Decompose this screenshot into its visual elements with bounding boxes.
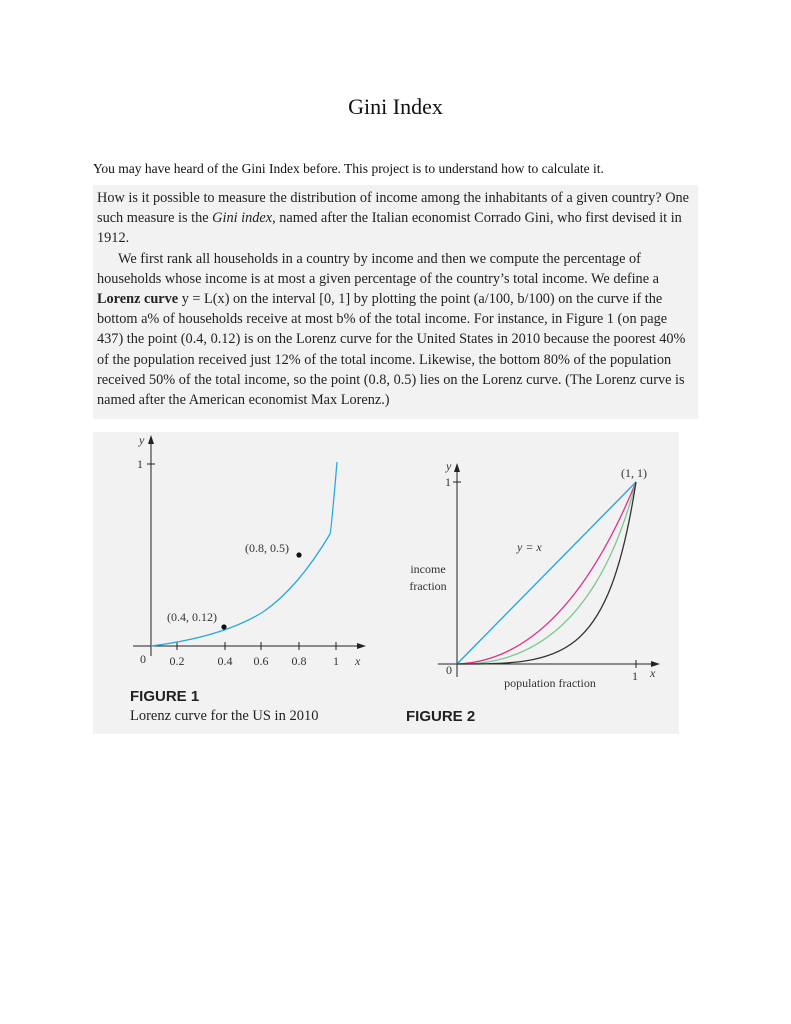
figure-1-caption: Lorenz curve for the US in 2010 bbox=[130, 708, 319, 724]
point-label-0-4-0-12: (0.4, 0.12) bbox=[167, 610, 217, 624]
fig2-x-axis-label: x bbox=[650, 666, 656, 680]
lorenz-curve-term: Lorenz curve bbox=[97, 291, 179, 308]
page-title: Gini Index bbox=[348, 94, 443, 119]
fig1-x-tick-label: 0.2 bbox=[169, 654, 185, 668]
fig2-xlabel: population fraction bbox=[504, 676, 596, 690]
fig1-y-axis-label: y bbox=[139, 433, 145, 447]
equality-line-label: y = x bbox=[517, 540, 542, 554]
fig2-x-tick-1: 1 bbox=[632, 669, 638, 683]
gini-index-term: Gini index bbox=[212, 210, 273, 227]
equality-line bbox=[457, 482, 636, 664]
endpoint-label: (1, 1) bbox=[621, 466, 647, 480]
fig1-x-tick-label: 1 bbox=[333, 654, 339, 668]
fig1-x-tick-label: 0.4 bbox=[217, 654, 233, 668]
figure-2-label: FIGURE 2 bbox=[406, 708, 476, 725]
fig2-ylabel-fraction: fraction bbox=[409, 579, 447, 593]
excerpt-paragraph-1: How is it possible to measure the distribution of income among the inhabitants of a given country? One such measure is the Gini index, named after the Italian economist Corrado Gini, who first devised it in 1912. bbox=[97, 190, 690, 247]
fig1-x-tick-label: 0.8 bbox=[291, 654, 307, 668]
fig1-x-axis-label: x bbox=[355, 654, 361, 668]
figure-1-label: FIGURE 1 bbox=[130, 688, 200, 705]
fig2-ylabel-income: income bbox=[410, 562, 446, 576]
figures-panel bbox=[93, 432, 679, 734]
figure-1 bbox=[130, 433, 366, 724]
textbook-excerpt bbox=[93, 185, 698, 419]
excerpt-paragraph-2: We first rank all households in a country by income and then we compute the percentage of households whose income is at most a given percentage of the country’s total income. We define a Lorenz curve y = L(x) on the interval [0, 1] by plotting the point (a/100, b/100) on the curve if the bottom a% of households receive at most b% of the total income. For instance, in Figure 1 (on page 437) the point (0.4, 0.12) is on the Lorenz curve for the United States in 2010 because the poorest 40% of the population received just 12% of the total income. Likewise, the bottom 80% of the population received 50% of the total income, so the point (0.8, 0.5) lies on the Lorenz curve. (The Lorenz curve is named after the American economist Max Lorenz.) bbox=[97, 250, 686, 409]
point-marker bbox=[221, 624, 226, 629]
fig1-x-tick-label: 0.6 bbox=[253, 654, 269, 668]
fig2-origin-label: 0 bbox=[446, 663, 452, 677]
figure-2 bbox=[406, 459, 660, 725]
fig1-y-tick-1: 1 bbox=[137, 457, 143, 471]
fig1-origin-label: 0 bbox=[140, 652, 146, 666]
fig2-y-tick-1: 1 bbox=[445, 475, 451, 489]
fig2-y-axis-label: y bbox=[446, 459, 452, 473]
point-marker bbox=[296, 552, 301, 557]
point-label-0-8-0-5: (0.8, 0.5) bbox=[245, 541, 289, 555]
intro-text: You may have heard of the Gini Index before. This project is to understand how to calculate it. bbox=[93, 161, 604, 176]
